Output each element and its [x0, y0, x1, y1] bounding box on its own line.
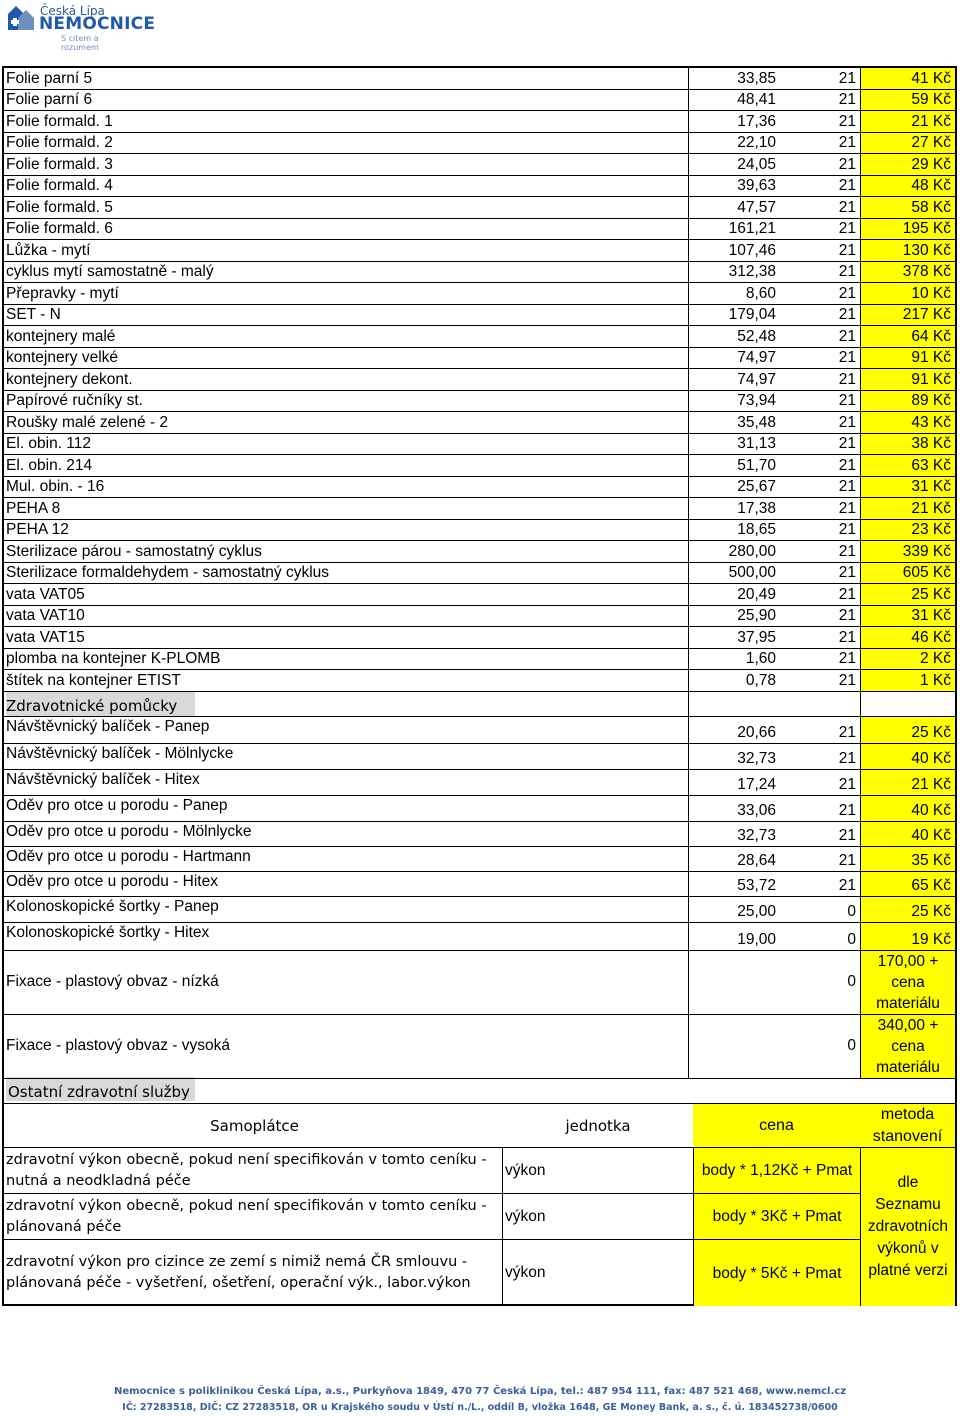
table-row — [4, 584, 955, 606]
item-vat: 21 — [838, 349, 856, 366]
item-price: 17,38 — [688, 498, 779, 519]
item-price: 33,85 — [688, 68, 779, 89]
item-name: vata VAT05 — [6, 585, 85, 603]
item-total: 40 Kč — [860, 822, 955, 846]
table-row — [4, 796, 955, 822]
item-name: Folie formald. 2 — [6, 134, 113, 151]
item-vat: 21 — [838, 220, 856, 237]
item-vat: 21 — [838, 456, 856, 474]
item-price: 73,94 — [688, 391, 779, 412]
item-price: 8,60 — [688, 283, 779, 304]
item-total: 63 Kč — [860, 455, 955, 476]
header-samoplatce: Samoplátce — [210, 1116, 299, 1135]
item-total: 339 Kč — [860, 541, 955, 562]
table-row — [4, 897, 955, 923]
item-name: kontejnery velké — [6, 349, 119, 366]
item-price: 32,73 — [688, 744, 779, 769]
item-name: Lůžka - mytí — [6, 241, 91, 259]
section-blank-price — [688, 692, 779, 716]
item-vat: 21 — [838, 585, 856, 603]
item-name: Přepravky - mytí — [6, 284, 119, 302]
item-vat: 21 — [838, 284, 856, 302]
item-name: vata VAT10 — [6, 607, 85, 624]
item-price: 17,36 — [688, 111, 779, 132]
item-price: 280,00 — [688, 541, 779, 562]
table-row — [4, 541, 955, 563]
table-row — [4, 219, 955, 241]
item-name: SET - N — [6, 306, 61, 323]
section-medical-title: Zdravotnické pomůcky — [6, 692, 195, 716]
item-name: Fixace - plastový obvaz - nízká — [6, 972, 219, 990]
item-total: 605 Kč — [860, 563, 955, 584]
item-price: 51,70 — [688, 455, 779, 476]
item-vat: 21 — [838, 650, 856, 667]
table-row — [4, 412, 955, 434]
item-price: 500,00 — [688, 563, 779, 584]
item-vat: 21 — [838, 435, 856, 452]
item-vat: 21 — [838, 775, 856, 793]
footer-address: Nemocnice s poliklinikou Česká Lípa, a.s., Purkyňova 1849, 470 77 Česká Lípa, tel.: 487 954 111, fax: 487 521 468, www.nemcl.cz — [113, 1386, 847, 1397]
item-price: 48,41 — [688, 90, 779, 111]
item-total: 217 Kč — [860, 305, 955, 326]
item-total: 21 Kč — [860, 498, 955, 519]
section-other-title: Ostatní zdravotní služby — [6, 1077, 195, 1101]
logo-icon — [6, 4, 36, 32]
table-row — [4, 606, 955, 628]
item-name: Folie parní 5 — [6, 69, 93, 87]
table-row — [4, 391, 955, 413]
method-note: dle Seznamu zdravotních výkonů v platné verzi — [860, 1148, 955, 1306]
item-price: 161,21 — [688, 219, 779, 240]
item-price: 52,48 — [688, 326, 779, 347]
table-row — [4, 744, 955, 770]
item-name: Oděv pro otce u porodu - Hitex — [6, 872, 218, 890]
item-total: 195 Kč — [860, 219, 955, 240]
item-price: 20,66 — [688, 717, 779, 743]
item-total: 31 Kč — [860, 606, 955, 627]
service-unit: výkon — [505, 1161, 546, 1179]
item-price: 33,06 — [688, 796, 779, 821]
item-vat: 21 — [838, 542, 856, 560]
item-price: 35,48 — [688, 412, 779, 433]
item-price-note: 170,00 + cena materiálu — [860, 951, 955, 1014]
item-name: Roušky malé zelené - 2 — [6, 413, 168, 431]
table-row — [4, 326, 955, 348]
table-row — [4, 872, 955, 897]
item-price: 19,00 — [688, 923, 779, 950]
table-row — [4, 348, 955, 370]
item-vat: 21 — [838, 69, 856, 87]
item-total: 64 Kč — [860, 326, 955, 347]
item-total: 59 Kč — [860, 90, 955, 111]
table-row — [4, 369, 955, 391]
item-total: 31 Kč — [860, 477, 955, 498]
item-price: 31,13 — [688, 434, 779, 455]
item-vat: 21 — [838, 801, 856, 819]
table-row — [4, 455, 955, 477]
item-name: Sterilizace párou - samostatný cyklus — [6, 542, 262, 560]
item-total: 378 Kč — [860, 262, 955, 283]
item-name: kontejnery malé — [6, 327, 116, 345]
item-name: Folie formald. 3 — [6, 155, 113, 173]
item-price: 74,97 — [688, 369, 779, 390]
item-total: 130 Kč — [860, 240, 955, 261]
item-vat: 21 — [838, 851, 856, 869]
service-unit: výkon — [505, 1207, 546, 1225]
item-vat: 21 — [838, 826, 856, 844]
item-price: 53,72 — [688, 872, 779, 896]
item-vat: 21 — [838, 177, 856, 194]
service-description: zdravotní výkon obecně, pokud není specifikován v tomto ceníku - plánovaná péče — [6, 1194, 503, 1239]
item-price: 22,10 — [688, 133, 779, 154]
item-vat: 21 — [838, 134, 856, 151]
item-vat: 0 — [847, 1036, 856, 1054]
header-price: cena — [693, 1104, 860, 1147]
item-price-note: 340,00 + cena materiálu — [860, 1015, 955, 1078]
table-row — [4, 717, 955, 744]
service-description: zdravotní výkon obecně, pokud není specifikován v tomto ceníku - nutná a neodkladná péče — [6, 1148, 503, 1193]
table-row — [4, 1015, 955, 1079]
item-name: vata VAT15 — [6, 628, 85, 646]
item-price: 24,05 — [688, 154, 779, 175]
table-row — [4, 770, 955, 796]
item-total: 21 Kč — [860, 770, 955, 795]
table-row — [4, 520, 955, 542]
service-row — [4, 1240, 955, 1306]
item-name: El. obin. 112 — [6, 435, 92, 452]
item-total: 43 Kč — [860, 412, 955, 433]
table-row — [4, 133, 955, 155]
item-total: 25 Kč — [860, 584, 955, 605]
table-row — [4, 262, 955, 284]
price-table — [2, 66, 957, 1306]
service-unit: výkon — [505, 1264, 546, 1281]
item-price: 0,78 — [688, 670, 779, 691]
item-vat: 21 — [838, 499, 856, 517]
item-name: Folie parní 6 — [6, 91, 93, 108]
item-vat: 21 — [838, 521, 856, 538]
table-row — [4, 847, 955, 872]
hospital-logo — [6, 4, 156, 52]
item-name: Mul. obin. - 16 — [6, 478, 105, 495]
item-name: Kolonoskopické šortky - Hitex — [6, 923, 210, 941]
item-vat: 21 — [838, 327, 856, 345]
item-total: 23 Kč — [860, 520, 955, 541]
item-name: Kolonoskopické šortky - Panep — [6, 897, 219, 915]
item-vat: 21 — [838, 91, 856, 108]
item-name: PEHA 8 — [6, 499, 61, 517]
item-price: 74,97 — [688, 348, 779, 369]
table-row — [4, 111, 955, 133]
item-total: 10 Kč — [860, 283, 955, 304]
item-price: 179,04 — [688, 305, 779, 326]
item-total: 27 Kč — [860, 133, 955, 154]
header-method: metoda stanovení — [860, 1104, 955, 1147]
item-price: 312,38 — [688, 262, 779, 283]
table-row — [4, 90, 955, 112]
table-row — [4, 649, 955, 671]
logo-title: NEMOCNICE — [39, 14, 156, 34]
item-total: 41 Kč — [860, 68, 955, 89]
item-vat: 21 — [838, 370, 856, 388]
item-name: Fixace - plastový obvaz - vysoká — [6, 1036, 230, 1054]
item-price — [688, 1015, 779, 1078]
item-name: Sterilizace formaldehydem - samostatný cyklus — [6, 564, 330, 581]
item-total: 46 Kč — [860, 627, 955, 648]
item-name: Oděv pro otce u porodu - Hartmann — [6, 847, 251, 865]
item-total: 48 Kč — [860, 176, 955, 197]
item-price: 25,67 — [688, 477, 779, 498]
item-price: 39,63 — [688, 176, 779, 197]
item-vat: 21 — [838, 876, 856, 894]
item-name: Návštěvnický balíček - Panep — [6, 717, 210, 735]
item-total: 19 Kč — [860, 923, 955, 950]
item-name: Papírové ručníky st. — [6, 392, 143, 409]
item-price: 107,46 — [688, 240, 779, 261]
table-row — [4, 283, 955, 305]
item-vat: 21 — [838, 607, 856, 624]
item-total: 2 Kč — [860, 649, 955, 670]
item-vat: 21 — [838, 478, 856, 495]
service-price: body * 1,12Kč + Pmat — [693, 1148, 860, 1193]
item-vat: 21 — [838, 198, 856, 216]
item-price: 37,95 — [688, 627, 779, 648]
service-price: body * 5Kč + Pmat — [693, 1240, 860, 1306]
item-total: 65 Kč — [860, 872, 955, 896]
item-vat: 0 — [847, 902, 856, 920]
item-total: 91 Kč — [860, 348, 955, 369]
item-vat: 21 — [838, 306, 856, 323]
item-price: 32,73 — [688, 822, 779, 846]
section-medical-aids — [4, 692, 955, 717]
table-row — [4, 68, 955, 90]
table-row — [4, 563, 955, 585]
item-total: 35 Kč — [860, 847, 955, 871]
item-name: plomba na kontejner K-PLOMB — [6, 650, 221, 667]
item-total: 40 Kč — [860, 744, 955, 769]
item-name: Návštěvnický balíček - Mölnlycke — [6, 744, 234, 762]
table-row — [4, 154, 955, 176]
table-row — [4, 240, 955, 262]
item-price: 20,49 — [688, 584, 779, 605]
item-vat: 21 — [838, 723, 856, 741]
item-name: El. obin. 214 — [6, 456, 93, 474]
table-row — [4, 822, 955, 847]
item-name: PEHA 12 — [6, 521, 69, 538]
table-row — [4, 197, 955, 219]
item-vat: 0 — [847, 930, 856, 948]
section-other-services — [4, 1076, 955, 1104]
table-row — [4, 305, 955, 327]
service-row — [4, 1194, 955, 1240]
table-row — [4, 498, 955, 520]
item-price: 25,00 — [688, 897, 779, 922]
item-total: 25 Kč — [860, 897, 955, 922]
item-name: cyklus mytí samostatně - malý — [6, 263, 214, 280]
item-total: 21 Kč — [860, 111, 955, 132]
item-vat: 21 — [838, 671, 856, 689]
table-row — [4, 176, 955, 198]
footer-registration: IČ: 27283518, DIČ: CZ 27283518, OR u Krajského soudu v Ústí n./L., oddíl B, vložka 1648, GE Money Bank, a. s., č. ú. 183452738/0600 — [122, 1402, 838, 1413]
item-name: štítek na kontejner ETIST — [6, 671, 181, 689]
item-price — [688, 951, 779, 1014]
item-total: 40 Kč — [860, 796, 955, 821]
table-row — [4, 670, 955, 692]
item-price: 47,57 — [688, 197, 779, 218]
item-total: 1 Kč — [860, 670, 955, 691]
item-vat: 21 — [838, 564, 856, 581]
table-row — [4, 434, 955, 456]
item-vat: 21 — [838, 112, 856, 130]
item-total: 38 Kč — [860, 434, 955, 455]
table-row — [4, 951, 955, 1015]
item-vat: 21 — [838, 749, 856, 767]
section-blank-total — [860, 692, 955, 716]
item-name: kontejnery dekont. — [6, 370, 133, 388]
item-total: 29 Kč — [860, 154, 955, 175]
item-vat: 0 — [847, 972, 856, 990]
item-vat: 21 — [838, 392, 856, 409]
logo-slogan: S citem a rozumem — [61, 34, 99, 52]
other-services-header — [4, 1104, 955, 1148]
item-total: 25 Kč — [860, 717, 955, 743]
item-vat: 21 — [838, 263, 856, 280]
header-unit: jednotka — [565, 1116, 631, 1135]
item-name: Folie formald. 1 — [6, 112, 113, 130]
item-total: 91 Kč — [860, 369, 955, 390]
item-vat: 21 — [838, 413, 856, 431]
item-name: Oděv pro otce u porodu - Mölnlycke — [6, 822, 252, 840]
service-description: zdravotní výkon pro cizince ze zemí s nimiž nemá ČR smlouvu - plánovaná péče - vyšetření, ošetření, operační výk., labor.výkon — [6, 1240, 503, 1306]
logo-city: Česká Lípa — [40, 4, 105, 18]
item-name: Folie formald. 4 — [6, 177, 113, 194]
item-name: Folie formald. 5 — [6, 198, 113, 216]
item-price: 1,60 — [688, 649, 779, 670]
item-vat: 21 — [838, 241, 856, 259]
footer — [0, 1384, 960, 1416]
item-total: 58 Kč — [860, 197, 955, 218]
table-row — [4, 627, 955, 649]
item-name: Návštěvnický balíček - Hitex — [6, 770, 200, 788]
item-vat: 21 — [838, 628, 856, 646]
service-price: body * 3Kč + Pmat — [693, 1194, 860, 1239]
item-price: 18,65 — [688, 520, 779, 541]
item-vat: 21 — [838, 155, 856, 173]
table-row — [4, 923, 955, 951]
item-name: Folie formald. 6 — [6, 220, 113, 237]
item-name: Oděv pro otce u porodu - Panep — [6, 796, 228, 814]
table-row — [4, 477, 955, 499]
service-row — [4, 1148, 955, 1194]
item-total: 89 Kč — [860, 391, 955, 412]
item-price: 17,24 — [688, 770, 779, 795]
item-price: 25,90 — [688, 606, 779, 627]
item-price: 28,64 — [688, 847, 779, 871]
